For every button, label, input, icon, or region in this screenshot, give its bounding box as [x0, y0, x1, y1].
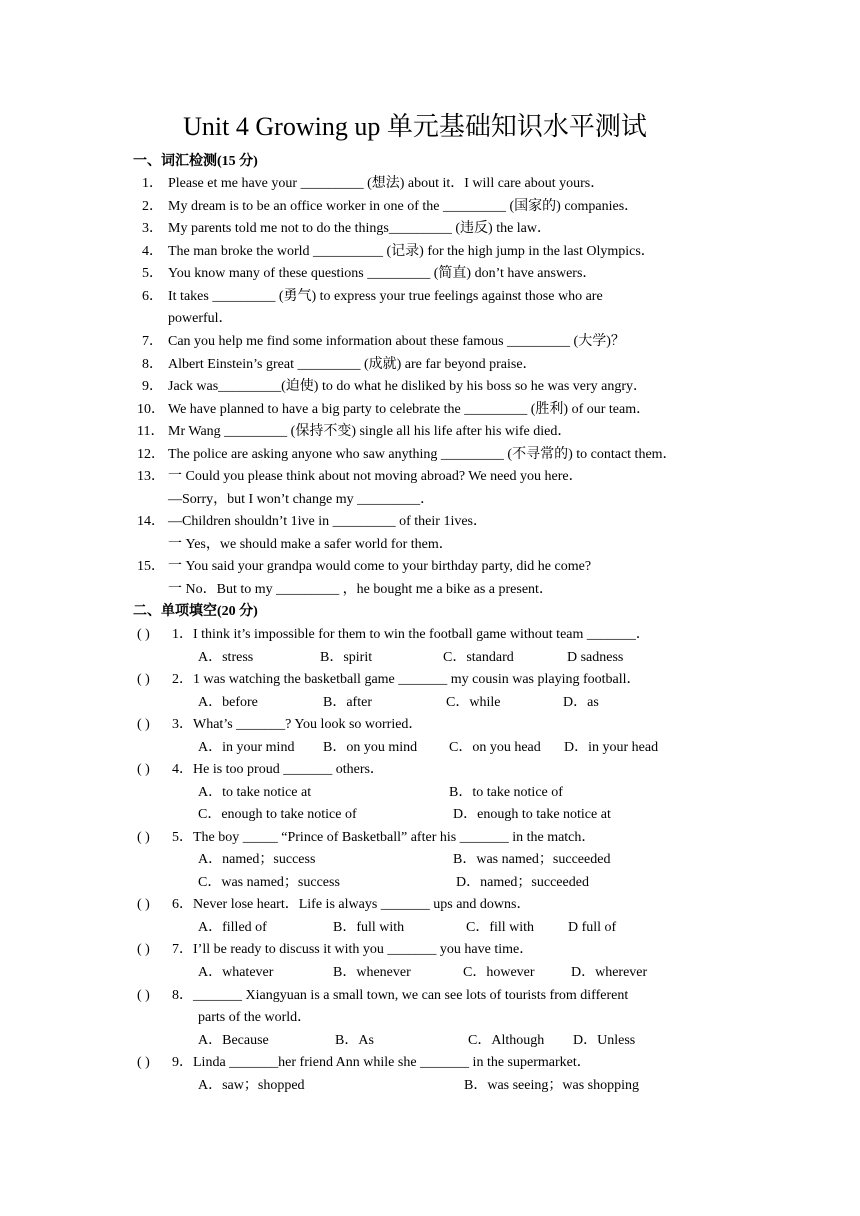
item-number: 10．: [137, 402, 165, 417]
option-a: A．in your mind: [198, 740, 295, 755]
option-d: D．named；succeeded: [456, 875, 589, 890]
item-text: —Children shouldn’t 1ive in _________ of their 1ives．: [168, 514, 487, 529]
option-d: D．enough to take notice at: [453, 807, 611, 822]
option-c: C．on you head: [449, 740, 541, 755]
question-text: 2．1 was watching the basketball game _______ my cousin was playing football．: [172, 672, 641, 687]
answer-bracket: ( ): [137, 1055, 150, 1070]
option-c: C．was named；success: [198, 875, 340, 890]
question-text: 1．I think it’s impossible for them to win the football game without team _______．: [172, 627, 650, 642]
option-a: A．to take notice at: [198, 785, 312, 800]
item-number: 3．: [142, 221, 163, 236]
item-text: Can you help me find some information about these famous _________ (大学)？: [168, 334, 625, 349]
option-b: B．was named；succeeded: [453, 852, 611, 867]
item-text: Albert Einstein’s great _________ (成就) are far beyond praise．: [168, 357, 537, 372]
item-text-continued: 一 No．But to my _________ ，he bought me a bike as a present．: [168, 582, 553, 597]
option-b: B．after: [323, 695, 372, 710]
question-text: 7．I’ll be ready to discuss it with you _______ you have time．: [172, 942, 534, 957]
option-b: B．As: [335, 1033, 374, 1048]
item-text-continued: —Sorry，but I won’t change my _________．: [168, 492, 435, 507]
option-d: D．in your head: [564, 740, 659, 755]
option-c: C．fill with: [466, 920, 535, 935]
option-c: C．however: [463, 965, 535, 980]
question-text: 5．The boy _____ “Prince of Basketball” after his _______ in the match．: [172, 830, 596, 845]
item-text: Please et me have your _________ (想法) about it．I will care about yours．: [168, 176, 605, 191]
answer-bracket: ( ): [137, 897, 150, 912]
option-b: B．on you mind: [323, 740, 418, 755]
item-number: 8．: [142, 357, 163, 372]
item-number: 6．: [142, 289, 163, 304]
answer-bracket: ( ): [137, 672, 150, 687]
option-d: D．as: [563, 695, 599, 710]
answer-bracket: ( ): [137, 830, 150, 845]
section-heading-vocabulary: 一、词汇检测(15 分): [133, 154, 258, 169]
item-text: My dream is to be an office worker in one of the _________ (国家的) companies．: [168, 199, 639, 214]
option-c: C．Although: [468, 1033, 545, 1048]
question-text: 9．Linda _______her friend Ann while she _______ in the supermarket．: [172, 1055, 591, 1070]
answer-bracket: ( ): [137, 988, 150, 1003]
question-text: 4．He is too proud _______ others．: [172, 762, 384, 777]
question-text-continued: parts of the world．: [198, 1010, 312, 1025]
item-text-continued: powerful．: [168, 311, 233, 326]
item-text: It takes _________ (勇气) to express your true feelings against those who are: [168, 289, 603, 304]
page-title: Unit 4 Growing up 单元基础知识水平测试: [183, 112, 647, 141]
question-text: 3．What’s _______? You look so worried．: [172, 717, 423, 732]
answer-bracket: ( ): [137, 762, 150, 777]
item-text: 一 You said your grandpa would come to your birthday party, did he come?: [168, 559, 592, 574]
option-d: D full of: [568, 920, 617, 935]
answer-bracket: ( ): [137, 942, 150, 957]
option-c: C．while: [446, 695, 501, 710]
item-number: 9．: [142, 379, 163, 394]
item-number: 2．: [142, 199, 163, 214]
item-text: My parents told me not to do the things_________ (违反) the law．: [168, 221, 552, 236]
item-text-continued: 一 Yes，we should make a safer world for them．: [168, 537, 453, 552]
option-a: A．whatever: [198, 965, 274, 980]
option-d: D sadness: [567, 650, 624, 665]
option-c: C．standard: [443, 650, 514, 665]
option-a: A．Because: [198, 1033, 269, 1048]
item-text: Mr Wang _________ (保持不变) single all his life after his wife died．: [168, 424, 572, 439]
option-d: D．wherever: [571, 965, 648, 980]
option-a: A．before: [198, 695, 258, 710]
item-text: We have planned to have a big party to celebrate the _________ (胜利) of our team．: [168, 402, 651, 417]
item-number: 1．: [142, 176, 163, 191]
option-a: A．filled of: [198, 920, 267, 935]
item-number: 5．: [142, 266, 163, 281]
item-number: 7．: [142, 334, 163, 349]
option-d: D．Unless: [573, 1033, 636, 1048]
option-b: B．was seeing；was shopping: [464, 1078, 639, 1093]
option-b: B．whenever: [333, 965, 411, 980]
question-text: 6．Never lose heart．Life is always _______ ups and downs．: [172, 897, 531, 912]
answer-bracket: ( ): [137, 717, 150, 732]
option-a: A．named；success: [198, 852, 316, 867]
item-number: 14．: [137, 514, 165, 529]
option-b: B．to take notice of: [449, 785, 563, 800]
answer-bracket: ( ): [137, 627, 150, 642]
item-text: The police are asking anyone who saw anything _________ (不寻常的) to contact them．: [168, 447, 677, 462]
item-number: 12．: [137, 447, 165, 462]
item-text: 一 Could you please think about not moving abroad? We need you here．: [168, 469, 583, 484]
section-heading-multiple-choice: 二、单项填空(20 分): [133, 604, 258, 619]
item-number: 15．: [137, 559, 165, 574]
option-b: B．spirit: [320, 650, 373, 665]
option-a: A．saw；shopped: [198, 1078, 305, 1093]
option-a: A．stress: [198, 650, 254, 665]
option-c: C．enough to take notice of: [198, 807, 357, 822]
item-number: 13．: [137, 469, 165, 484]
item-number: 4．: [142, 244, 163, 259]
item-text: The man broke the world __________ (记录) for the high jump in the last Olympics．: [168, 244, 655, 259]
item-number: 11．: [137, 424, 165, 439]
item-text: Jack was_________(迫使) to do what he disliked by his boss so he was very angry．: [168, 379, 648, 394]
question-text: 8．_______ Xiangyuan is a small town, we can see lots of tourists from different: [172, 988, 629, 1003]
option-b: B．full with: [333, 920, 405, 935]
item-text: You know many of these questions _________ (简直) don’t have answers．: [168, 266, 597, 281]
